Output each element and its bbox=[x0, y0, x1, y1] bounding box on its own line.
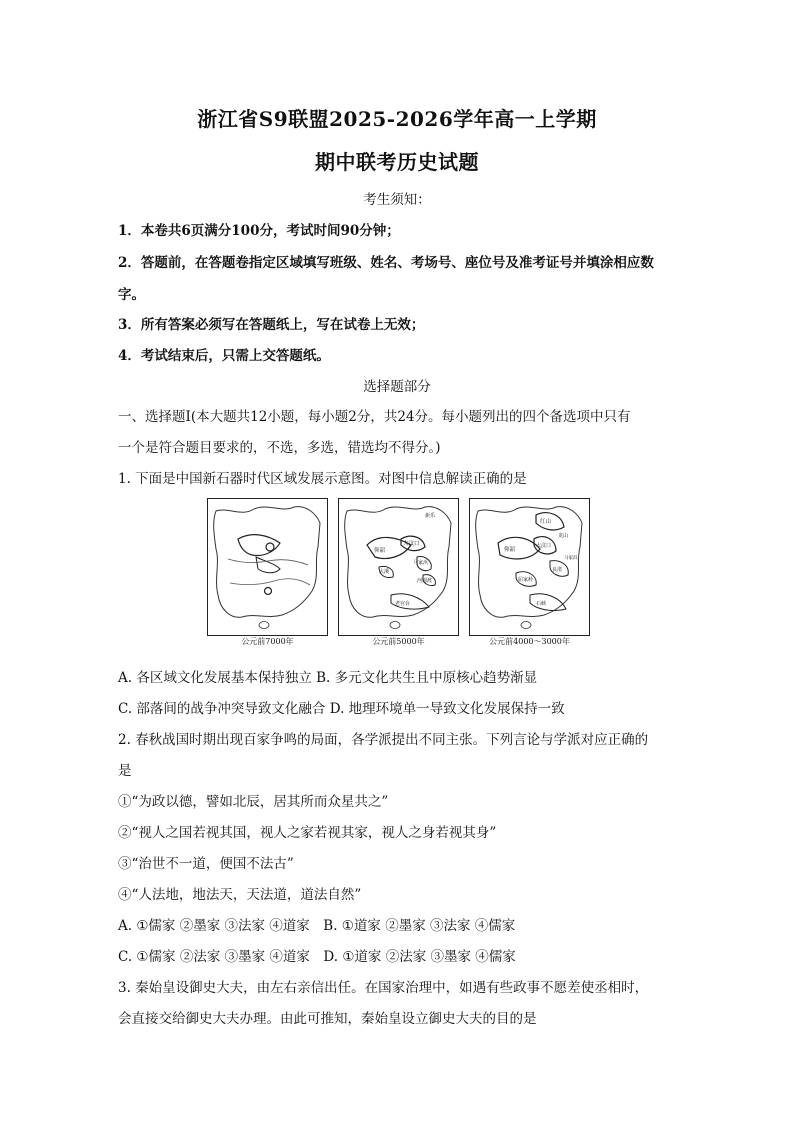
svg-text:仰韶: 仰韶 bbox=[504, 547, 516, 553]
svg-text:大溪: 大溪 bbox=[379, 569, 390, 575]
exam-subtitle: 期中联考历史试题 bbox=[315, 150, 479, 174]
svg-text:老官台: 老官台 bbox=[395, 601, 411, 607]
q2-quote-3: ③“治世不一道，便国不法古” bbox=[118, 856, 294, 872]
q2-quote-4: ④“人法地，地法天，天法道，道法自然” bbox=[118, 887, 362, 903]
q2-quote-2: ②“视人之国若视其国，视人之家若视其家，视人之身若视其身” bbox=[118, 825, 497, 841]
notice-heading: 考生须知： bbox=[363, 192, 431, 208]
notice-item-2: 2．答题前，在答题卷指定区域填写班级、姓名、考场号、座位号及准考证号并填涂相应数 bbox=[118, 255, 654, 271]
q2-options-ab: A. ①儒家 ②墨家 ③法家 ④道家 B. ①道家 ②墨家 ③法家 ④儒家 bbox=[118, 918, 516, 934]
q3-stem: 3. 秦始皇设御史大夫，由左右亲信出任。在国家治理中，如遇有些政事不愿差使丞相时， bbox=[118, 980, 649, 996]
q1-stem: 1. 下面是中国新石器时代区域发展示意图。对图中信息解读正确的是 bbox=[118, 471, 527, 487]
map-5000bc bbox=[338, 498, 459, 636]
svg-text:大汶口: 大汶口 bbox=[403, 541, 420, 547]
section-intro-1: 一、选择题Ⅰ(本大题共12小题，每小题2分，共24分。每小题列出的四个备选项中只有 bbox=[118, 409, 631, 425]
section-intro-2: 一个是符合题目要求的，不选，多选，错选均不得分。) bbox=[118, 440, 441, 456]
q3-stem-cont: 会直接交给御史大夫办理。由此可推知，秦始皇设立御史大夫的目的是 bbox=[118, 1011, 537, 1027]
svg-text:马家浜: 马家浜 bbox=[413, 560, 429, 566]
notice-item-3: 3．所有答案必须写在答题纸上，写在试卷上无效； bbox=[118, 317, 425, 333]
q2-quote-1: ①“为政以德，譬如北辰，居其所而众星共之” bbox=[118, 794, 389, 810]
svg-text:仰韶: 仰韶 bbox=[374, 548, 386, 554]
svg-text:良渚: 良渚 bbox=[552, 567, 563, 573]
q1-options-ab: A. 各区域文化发展基本保持独立 B. 多元文化共生且中原核心趋势渐显 bbox=[118, 670, 538, 686]
svg-text:石峡: 石峡 bbox=[536, 601, 547, 607]
notice-item-2-cont: 字。 bbox=[118, 287, 145, 303]
section-heading: 选择题部分 bbox=[363, 379, 431, 395]
q1-options-cd: C. 部落间的战争冲突导致文化融合 D. 地理环境单一导致文化发展保持一致 bbox=[118, 701, 565, 717]
notice-item-1: 1．本卷共6页满分100分，考试时间90分钟； bbox=[118, 223, 400, 239]
neolithic-maps-figure bbox=[207, 498, 587, 648]
map-7000bc bbox=[207, 498, 328, 636]
svg-text:新乐: 新乐 bbox=[425, 513, 436, 519]
svg-text:河姆渡: 河姆渡 bbox=[417, 578, 433, 584]
svg-text:龙山: 龙山 bbox=[558, 533, 569, 539]
notice-item-4: 4．考试结束后，只需上交答题纸。 bbox=[118, 348, 330, 364]
q2-stem: 2. 春秋战国时期出现百家争鸣的局面，各学派提出不同主张。下列言论与学派对应正确的 bbox=[118, 732, 649, 748]
q2-options-cd: C. ①儒家 ②法家 ③墨家 ④道家 D. ①道家 ②法家 ③墨家 ④儒家 bbox=[118, 949, 516, 965]
map-caption-3: 公元前4000～3000年 bbox=[489, 637, 570, 646]
map-caption-1: 公元前7000年 bbox=[241, 637, 294, 646]
map-4000-3000bc bbox=[469, 498, 590, 636]
q2-stem-cont: 是 bbox=[118, 763, 132, 779]
svg-text:马家浜: 马家浜 bbox=[564, 556, 578, 561]
map-caption-2: 公元前5000年 bbox=[372, 637, 425, 646]
svg-text:红山: 红山 bbox=[540, 519, 552, 525]
svg-text:大汶口: 大汶口 bbox=[536, 543, 552, 549]
exam-title: 浙江省S9联盟2025-2026学年高一上学期 bbox=[197, 107, 597, 131]
svg-text:屈家岭: 屈家岭 bbox=[518, 577, 534, 583]
